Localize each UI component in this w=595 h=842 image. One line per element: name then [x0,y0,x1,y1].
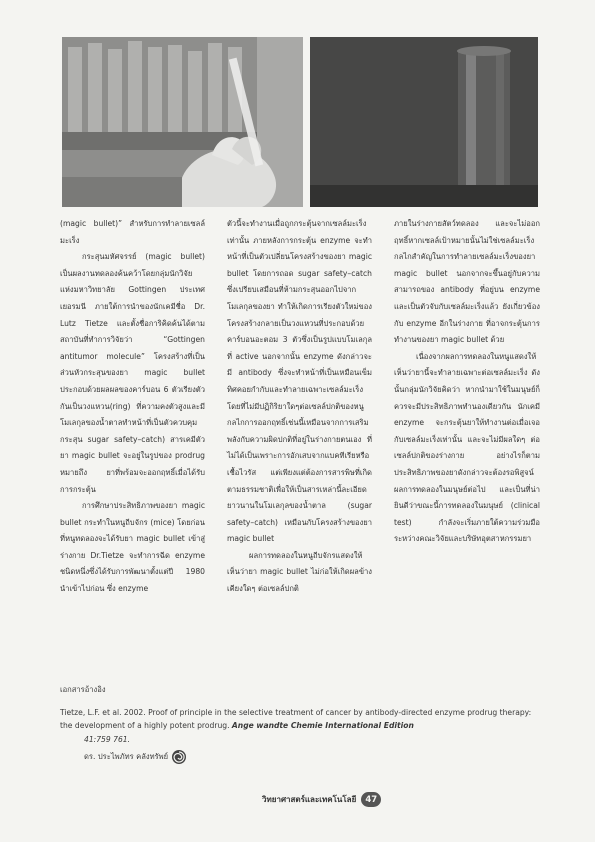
col1-paragraph-3: การศึกษาประสิทธิภาพของยา magic bullet กระทำในหนูถีบจักร (mice) โดยก่อนที่หนูทดลองจะได้รับยา magic bullet เข้าสู่ร่างกาย Dr.Tietze จะทำการฉีด enzyme ชนิดหนึ่งซึ่งได้รับการพัฒนาตั้งแต่ปี 1980 นำเข้าไปก่อน ซึ่ง enzyme [60,501,205,594]
lab-hand-illustration [62,37,303,207]
magazine-name: วิทยาศาสตร์และเทคโนโลยี [262,795,357,804]
reference-citation [60,706,540,733]
references-section [60,683,540,765]
test-tube-photo [310,37,538,207]
spiral-icon [171,749,187,765]
col2-paragraph-2: ผลการทดลองในหนูถีบจักรแสดงให้เห็นว่ายา magic bullet ไม่ก่อให้เกิดผลข้างเคียงใดๆ ต่อเซลล์ปกติ [227,550,372,594]
col1-paragraph-1: (magic bullet)” สำหรับการทำลายเซลล์มะเร็ง [60,219,205,245]
text-column-1 [60,216,205,598]
text-column-3 [394,216,540,548]
author-name: ดร. ประไพภัทร คลังทรัพย์ [84,752,169,762]
col3-paragraph-1: ภายในร่างกายสัตว์ทดลอง และจะไม่ออกฤทธิ์หากเซลล์เป้าหมายนั้นไม่ใช่เซลล์มะเร็ง กลไกสำคัญในการทำลายเซลล์มะเร็งของยา magic bullet นอกจากจะขึ้นอยู่กับความสามารถของ antibody ที่อยู่บน enzyme และเป็นตัวจับกับเซลล์มะเร็งแล้ว ยังเกี่ยวข้องกับ enzyme อีกในร่างกาย ที่อาจกระตุ้นการทำงานของยา magic bullet ด้วย [394,219,540,345]
reference-citation-text: Tietze, L.F. et al. 2002. Proof of principle in the selective treatment of cancer by antibody-directed enzyme prodrug therapy: the development of a highly potent prodrug. [60,707,532,730]
reference-journal: Ange wandte Chemie International Edition [231,721,414,730]
test-tube-illustration [310,37,538,207]
lab-hand-photo [62,37,303,207]
page-footer [262,792,381,807]
page-number-badge: 47 [361,792,381,807]
col1-paragraph-2: กระสุนมหัศจรรย์ (magic bullet) เป็นผลงานทดลองค้นคว้าโดยกลุ่มนักวิจัยแห่งมหาวิทยาลัย Gottingen ประเทศเยอรมนี ภายใต้การนำของนักเคมีชื่อ Dr. Lutz Tietze และตั้งชื่อการิคิดค้นได้ตามสถาบันที่ทำการวิจัยว่า “Gottingen antitumor molecule” โครงสร้างที่เป็นส่วนหัวกระสุนของยา magic bullet ประกอบด้วยผลผลของคาร์บอน 6 ตัวเรียงตัวกันเป็นวงแหวน(ring) ที่ความคงตัวสูงและมีโมเลกุลของน้ำตาลทำหน้าที่เป็นตัวควบคุมกระสุน sugar safety–catch) สารเคมีตัวยา magic bullet จะอยู่ในรูปของ prodrug หมายถึง ยาที่พร้อมจะออกฤทธิ์เมื่อได้รับการกระตุ้น [60,252,205,494]
text-column-2 [227,216,372,598]
references-heading: เอกสารอ้างอิง [60,685,106,694]
reference-volume: 41:759 761. [84,734,131,744]
article-author [84,749,540,765]
col3-paragraph-2: เนื่องจากผลการทดลองในหนูแสดงให้เห็นว่ายานี้จะทำลายเฉพาะต่อเซลล์มะเร็ง ดังนั้นกลุ่มนักวิจัยคิดว่า หากนำมาใช้ในมนุษย์ก็ควรจะมีประสิทธิภาพทำนองเดียวกัน นักเคมี enzyme จะกระตุ้นยาให้ทำงานต่อเมื่อเจอกับเซลล์มะเร็งเท่านั้น และจะไม่มีผลใดๆ ต่อเซลล์ปกติของร่างกาย อย่างไรก็ตามประสิทธิภาพของยาดังกล่าวจะต้องรอพิสูจน์ผลการทดลองในมนุษย์ต่อไป และเป็นที่น่ายินดีว่าขณะนี้การทดลองในมนุษย์ (clinical test) กำลังจะเริ่มภายใต้ความร่วมมือระหว่างคณะวิจัยและบริษัทอุตสาหกรรมยา [394,351,540,544]
col2-paragraph-1: ตัวนี้จะทำงานเมื่อถูกกระตุ้นจากเซลล์มะเร็งเท่านั้น ภายหลังการกระตุ้น enzyme จะทำหน้าที่เป็นตัวเปลี่ยนโครงสร้างของยา magic bullet โดยการถอด sugar safety–catch ซึ่งเปรียบเสมือนที่ห้ามกระสุนออกไปจากโมเลกุลของยา ทำให้เกิดการเรียงตัวใหม่ของโครงสร้างกลายเป็นวงแหวนที่ประกอบด้วยคาร์บอนอะตอม 3 ตัวซึ่งเป็นรูปแบบโมเลกุลที่ active นอกจากนั้น enzyme ดังกล่าวจะมี antibody ซึ่งจะทำหน้าที่เป็นเหมือนเข็มทิศคอยกำกับและทำลายเฉพาะเซลล์มะเร็ง โดยที่ไม่มีปฏิกิริยาใดๆต่อเซลล์ปกติของหนู กลไกการออกฤทธิ์เช่นนี้เหมือนจากการเสริมพลังกับความผิดปกติที่อยู่ในร่างกายตนเอง ที่ไม่ได้เป็นเพราะการอักเสบจากแบคทีเรียหรือเชื้อไวรัส แต่เพียงแต่ต้องการสารพิษที่เกิดตามธรรมชาติเพื่อให้เป็นสารเหล่านี้ละเอียดยาวนานในโมเลกุลของน้ำตาล (sugar safety–catch) เหมือนกับโครงสร้างของยา magic bullet [227,219,372,544]
